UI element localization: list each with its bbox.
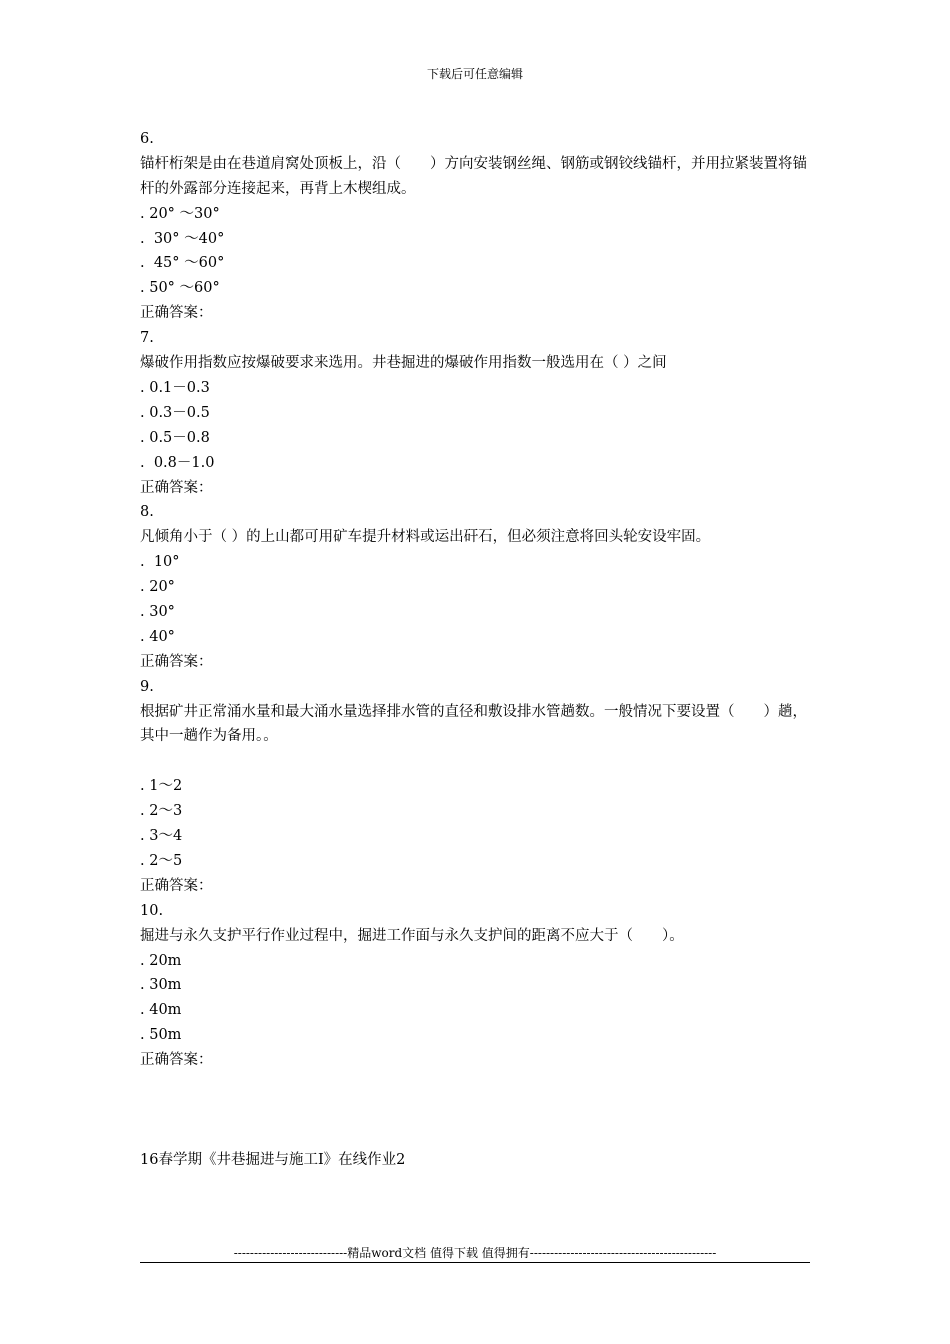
question-number: 10. (140, 902, 164, 919)
page-footer: ----------------------------精品word文档 值得下载 值得拥有---------------------------------------------- (233, 1246, 717, 1260)
option-b: . 30m (140, 977, 182, 994)
option-c: . 0.5－0.8 (140, 429, 210, 446)
question-6 (140, 127, 812, 326)
option-d: . 40° (140, 628, 175, 645)
question-number: 6. (140, 131, 154, 147)
option-c: . 45° ～60° (140, 255, 225, 272)
option-a: . 20° ～30° (140, 205, 220, 222)
option-b: . 2～3 (140, 803, 183, 820)
option-a: . 20m (140, 952, 182, 969)
option-b: . 30° ～40° (140, 230, 225, 247)
question-stem: 根据矿井正常涌水量和最大涌水量选择排水管的直径和敷设排水管趟数。一般情况下要设置（ ）趟，其中一趟作为备用。。 (140, 703, 807, 745)
question-stem: 凡倾角小于（ ）的上山都可用矿车提升材料或运出矸石，但必须注意将回头轮安设牢固。 (140, 529, 711, 546)
answer-label: 正确答案： (140, 653, 213, 670)
option-c: . 30° (140, 603, 175, 620)
option-d: . 2～5 (140, 852, 183, 869)
option-d: . 50° ～60° (140, 280, 220, 297)
option-b: . 0.3－0.5 (140, 404, 210, 421)
option-a: . 0.1－0.3 (140, 379, 210, 396)
question-8 (140, 500, 812, 674)
question-number: 9. (140, 678, 154, 695)
option-d: . 0.8－1.0 (140, 454, 215, 471)
question-number: 8. (140, 504, 154, 521)
blank-line (140, 749, 812, 774)
question-7 (140, 326, 812, 500)
answer-label: 正确答案： (140, 1052, 213, 1069)
option-b: . 20° (140, 579, 175, 596)
footer-rule (140, 1262, 810, 1263)
answer-label: 正确答案： (140, 305, 213, 322)
option-c: . 40m (140, 1002, 182, 1019)
question-list (140, 127, 812, 1073)
option-a: . 10° (140, 554, 180, 571)
question-stem: 锚杆桁架是由在巷道肩窝处顶板上，沿（ ）方向安装钢丝绳、钢筋或钢铰线锚杆，并用拉紧装置将锚杆的外露部分连接起来，再背上木楔组成。 (140, 155, 807, 197)
page-header: 下载后可任意编辑 (426, 67, 523, 81)
question-number: 7. (140, 330, 154, 347)
option-c: . 3～4 (140, 828, 183, 845)
question-stem: 掘进与永久支护平行作业过程中，掘进工作面与永久支护间的距离不应大于（ ）。 (140, 927, 684, 944)
answer-label: 正确答案： (140, 877, 213, 894)
answer-label: 正确答案： (140, 479, 213, 496)
option-d: . 50m (140, 1027, 182, 1044)
question-stem: 爆破作用指数应按爆破要求来选用。井巷掘进的爆破作用指数一般选用在（ ）之间 (140, 355, 667, 372)
option-a: . 1～2 (140, 778, 183, 795)
question-10 (140, 899, 812, 1073)
question-9 (140, 675, 812, 899)
document-title: 16春学期《井巷掘进与施工Ⅰ》在线作业2 (140, 1152, 406, 1168)
